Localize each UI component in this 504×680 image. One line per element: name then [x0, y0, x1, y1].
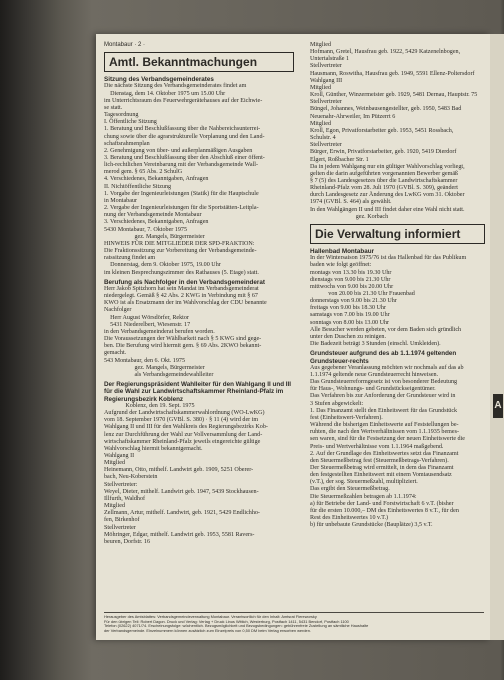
newspaper-page [96, 34, 490, 640]
footer-imprint: Herausgeber des Amtsblattes: Verbandsgemeindeverwaltung Montabaur. Verantwortlich für den Inhalt: Amtsrat Fiereworsky Für den übrigen Teil: Robert Dagon. Druck und Verlag: Verlag + Druck Linus Wittich, Westerburg, Postfach 1411, 5431 Bendorf, Postfach 1100 Telefon (02622) 4071/74. Erscheinungsfolge: wöchentlich. Bezugsmöglichkeit und Bezugsbedingungen: gebührenfreie Zustellung an sämtliche Haushalte der Verbandsgemeinde. Einzelnummern können zusätzlich zum Einzelpreis von 0,50 DM beim Verlag erworben werden. [104, 614, 369, 634]
text-wahlgang-continued: Mitglied Hofmann, Gretel, Hausfrau geb. 1922, 5429 Katzenelnbogen, Untertalstraße 1 Stellvertreter Hausmann, Roswitha, Hausfrau geb. 1949, 5591 Ellenz-Poltersdorf Wahlgang III Mitglied Kroll, Günther, Winzermeister geb. 1929, 5481 Dernau, Hauptstr. 75 Stellvertreter Büngel, Johannes, Weinbausengestellter, geb. 1950, 5483 Bad Neuenahr-Ahrweiler, Im Pützerrt 6 Mitglied Kroll, Egon, Privatforstarbeiter geb. 1953, 5451 Rossbach, Schulstr. 4 Stellvertreter Bürger, Erwin, Privatforstarbeiter, geb. 1920, 5419 Dierdorf Elgert, Roßbacher Str. 1 Da in jedem Wahlgang nur ein gültiger Wahlvorschlag vorliegt, gelten die darin aufgeführten vorgenannten Bewerber gemäß § 7 (5) des Landesgesetzes über die Landwirtschaftskammer Rheinland-Pfalz vom 28. Juli 1970 (GVBl. S. 309), geändert durch Landesgesetz zur Änderung des LwKG vom 31. Oktober 1974 (GVBl. S. 464) als gewählt. In den Wahlgängen II und III findet daher eine Wahl nicht statt. gez. Korbach [310, 42, 478, 220]
heading-grundsteuer: Grundsteuer aufgrund des ab 1.1.1974 geltenden Grundsteuer-rechts [310, 350, 457, 365]
text-grundsteuer: Aus gegebener Veranlassung möchten wir nochmals auf das ab 1.1.1974 geltende neue Grundsteuerrecht hinweisen. Das Grundsteuerreformgesetz ist von besonderer Bedeutung für Haus-, Wohnungs- und Grundstückseigentümer. Das Verfahren bis zur Anforderung der Grundsteuer wird in 3 Stufen abgewickelt: 1. Das Finanzamt stellt den Einheitswert für das Grundstück fest (Einheitswert-Verfahren). Während die bisherigen Einheitswerte auf Feststellungen be- ruhten, die nach den Wertverhältnissen vom 1.1.1935 bemes- sen waren, sind für die Festsetzung der neuen Einheitswerte die Preis- und Wertverhältnisse vom 1.1.1964 maßgebend. 2. Auf der Grundlage des Einheitswertes setzt das Finanzamt den Steuermeßbetrag fest (Steuermeßbetrags-Verfahren). Der Steuermeßbetrag wird ermittelt, in dem das Finanzamt den festgestellten Einheitswert mit einem Vomtausendsatz (v.T.), der sog. Steuermeßzahl, multipliziert. Das ergibt den Steuermeßbetrag. Die Steuermeßzahlen betragen ab 1.1.1974: a) für Betriebe der Land- und Forstwirtschaft 6 v.T. (bisher für die ersten 10.000,– DM des Einheitswertes 8 v.T., für den Rest des Einheitswertes 10 v.T.) b) für unbebaute Grundstücke (Bauplätze) 3,5 v.T. [310, 364, 466, 529]
heading-sitzung: Sitzung des Verbandsgemeinderates [104, 76, 214, 84]
text-hinweis-spd: HINWEIS FÜR DIE MITGLIEDER DER SPD-FRAKTION: Die Fraktionssitzung zur Vorbereitung der Verbandsgemeinde- ratssitzung findet am Donnerstag, dem 9. Oktober 1975, 19.00 Uhr im kleinen Besprechungszimmer des Rathauses (5. Etage) statt. [104, 240, 259, 276]
section-banner-amtl: Amtl. Bekanntmachungen [104, 52, 294, 72]
next-page-edge [490, 34, 504, 640]
right-column [310, 42, 485, 529]
heading-hallenbad: Hallenbad Montabaur [310, 247, 375, 255]
text-wahlleiter: Koblenz, den 19. Sept. 1975 Aufgrund der Landwirtschaftskammerwahlordnung (WO-LwKG) vom 18. September 1970 (GVBl. S. 380) · § 11 (4) wird der im Wahlgang II und III für den Wahlkreis des Regierungsbezirks Kob- lenz zur Durchführung der Wahl zur Vollversammlung der Land- wirtschaftskammer Rheinland-Pfalz jeweils eingereichte gültige Wahlvorschlag hiermit bekanntgemacht. Wahlgang II Mitglied Heinemann, Otto, mithelf. Landwirt geb. 1909, 5251 Oberer- bach, Neu-Koberstein Stellvertreter: Weyel, Dieter, mithelf. Landwirt geb. 1947, 5439 Stockhausen- Illfurth, Waldhof Mitglied Zellmann, Artur, mithelf. Landwirt, geb. 1921, 5429 Endlichho- fen, Birkenhof Stellvertreter Möhringer, Edgar, mithelf. Landwirt geb. 1953, 5581 Ravers- beuren, Dorfstr. 16 [104, 402, 268, 545]
text-berufung: Herr Jakob Spitzhorn hat sein Mandat im Verbandsgemeinderat niedergelegt. Gemäß § 42 Abs. 2 KWG in Verbindung mit § 67 KWO ist als Ersatzmann der im Wahlvorschlag der CDU benannte Nachfolger Herr August Wörsdörfer, Rektor 5431 Niederelbert, Wiesenstr. 17 in den Verbandsgemeinderat berufen worden. Die Voraussetzungen der Wählbarkeit nach § 5 KWG sind gege- ben. Die Berufung wird hiermit gem. § 69 Abs. 2KWO bekannt- gemacht. 543 Montabaur, den 6. Okt. 1975 gez. Mangels, Bürgermeister als Verbandsgemeindewahlleiter [104, 285, 267, 378]
page-header: Montabaur · 2 · [104, 42, 146, 48]
page-footer [104, 612, 484, 634]
text-hallenbad: In der Wintersaison 1975/76 ist das Hallenbad für das Publikum baden wie folgt geöffnet: montags von 13.30 bis 19.30 Uhr dienstags von 9.00 bis 21.30 Uhr mittwochs von 9.00 bis 20.00 Uhr von 20.00 bis 21.30 Uhr Frauenbad donnerstags von 9.00 bis 21.30 Uhr freitags von 9.00 bis 18.30 Uhr samstags von 7.00 bis 19.00 Uhr sonntags von 8.00 bis 13.00 Uhr Alle Besucher werden gebeten, vor dem Baden sich gründlich unter den Duschen zu reinigen. Die Badezeit beträgt 3 Stunden (einschl. Umkleiden). [310, 255, 467, 348]
edge-tab-letter: A [493, 394, 503, 418]
left-column [104, 42, 294, 546]
section-banner-verwaltung: Die Verwaltung informiert [310, 224, 485, 244]
text-sitzung: Die nächste Sitzung des Verbandsgemeinderates findet am Dienstag, dem 14. Oktober 1975 um 15.00 Uhr im Unterrichtsraum des Feuerwehrgerätehauses auf der Eichwie- se statt. Tagesordnung I. Öffentliche Sitzung 1. Beratung und Beschlußfassung über die Nahbereichsunterrei- chung sowie über die agrarstrukturelle Vorplanung und den Land- schaftsrahmenplan 2. Genehmigung von über- und außerplanmäßigen Ausgaben 3. Beratung und Beschlußfassung über den Abschluß einer öffent- lich-rechtlichen Vereinbarung mit der Verbandsgemeinde Wall- merod gem. § 65 Abs. 2 SchulG 4. Verschiedenes, Bekanntgaben, Anfragen II. Nichtöffentliche Sitzung 1. Vorgabe der Ingenieurleistungen (Statik) für die Hauptschule in Montabaur 2. Vergabe der Ingenieurleistungen für die Sportstätten-Leitpla- nung der Verbandsgemeinde Montabaur 3. Verschiedenes, Bekanntgaben, Anfragen 5430 Montabaur, 7. Oktober 1975 gez. Mangels, Bürgermeister [104, 83, 265, 240]
heading-berufung: Berufung als Nachfolger in den Verbandsgemeinderat [104, 278, 265, 286]
heading-wahlleiter: Der Regierungspräsident Wahlleiter für den Wahlgang II und III für die Wahl zur Landwirtschaftskammer Rheinland-Pfalz im Regierungsbezirk Koblenz [104, 381, 292, 403]
